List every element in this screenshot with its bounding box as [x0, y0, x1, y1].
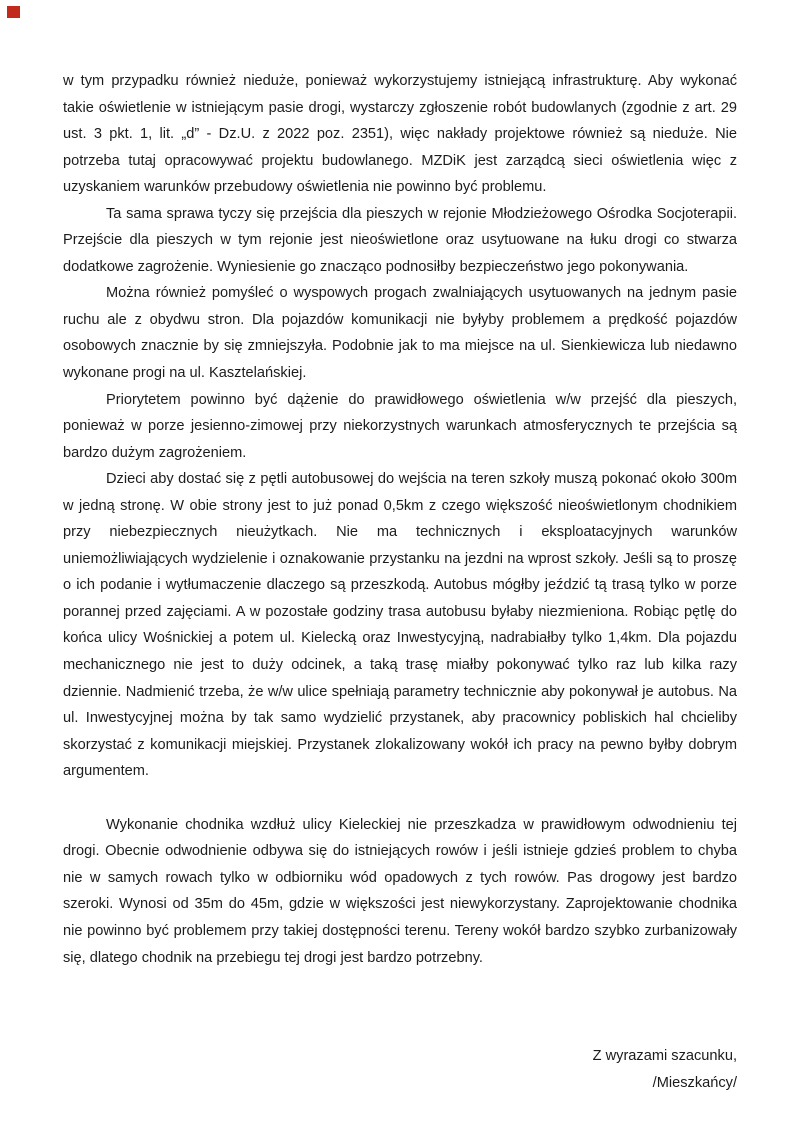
closing-block: [63, 1043, 737, 1096]
closing-salutation: Z wyrazami szacunku,: [592, 1048, 737, 1065]
body-paragraph: w tym przypadku również nieduże, ponieważ wykorzystujemy istniejącą infrastrukturę. Aby wykonać takie oświetlenie w istniejącym pasie drogi, wystarczy zgłoszenie robót budowlanych (zgodnie z art. 29 ust. 3 pkt. 1, lit. „d” - Dz.U. z 2022 poz. 2351), więc nakłady projektowe również są nieduże. Nie potrzeba tutaj opracowywać projektu budowlanego. MZDiK jest zarządcą sieci oświetlenia więc z uzyskaniem warunków przebudowy oświetlenia nie powinno być problemu.: [63, 73, 737, 196]
closing-signature: /Mieszkańcy/: [652, 1074, 737, 1091]
body-paragraph: Wykonanie chodnika wzdłuż ulicy Kieleckiej nie przeszkadza w prawidłowym odwodnieniu tej drogi. Obecnie odwodnienie odbywa się do istniejących rowów i jeśli istnieje gdzieś problem to chyba nie w samych rowach tylko w odbiorniku wód opadowych z tych rowów. Pas drogowy jest bardzo szeroki. Wynosi od 35m do 45m, gdzie w większości jest niewykorzystany. Zaprojektowanie chodnika nie powinno być problemem przy takiej dostępności terenu. Tereny wokół bardzo szybko zurbanizowały się, dlatego chodnik na przebiegu tej drogi jest bardzo potrzebny.: [63, 816, 737, 966]
body-paragraph: Można również pomyśleć o wyspowych progach zwalniających usytuowanych na jednym pasie ruchu ale z obydwu stron. Dla pojazdów komunikacji nie byłyby problemem a prędkość pojazdów osobowych znacznie by się zmniejszyła. Podobnie jak to ma miejsce na ul. Sienkiewicza lub niedawno wykonane progi na ul. Kasztelańskiej.: [63, 285, 737, 382]
letter-body: [63, 68, 737, 971]
red-corner-marker: [7, 6, 20, 18]
body-paragraph: Dzieci aby dostać się z pętli autobusowej do wejścia na teren szkoły muszą pokonać około 300m w jedną stronę. W obie strony jest to już ponad 0,5km z czego większość nieoświetlonym chodnikiem przy niebezpiecznych nieużytkach. Nie ma technicznych i eksploatacyjnych warunków uniemożliwiających wydzielenie i oznakowanie przystanku na jezdni na wprost szkoły. Jeśli są to proszę o ich podanie i wytłumaczenie dlaczego są przeszkodą. Autobus mógłby jeździć tą trasą tylko w porze porannej przed zajęciami. A w pozostałe godziny trasa autobusu byłaby niezmieniona. Robiąc pętlę do końca ulicy Wośnickiej a potem ul. Kielecką oraz Inwestycyjną, nadrabiałby tylko 1,4km. Dla pojazdu mechanicznego nie jest to duży odcinek, a taką trasę miałby pokonywać tylko raz lub kilka razy dziennie. Nadmienić trzeba, że w/w ulice spełniają parametry technicznie aby pokonywał je autobus. Na ul. Inwestycyjnej można by tak samo wydzielić przystanek, aby pracownicy pobliskich hal chcieliby skorzystać z komunikacji miejskiej. Przystanek zlokalizowany wokół ich pracy na pewno byłby dobrym argumentem.: [63, 471, 737, 780]
body-paragraph: Priorytetem powinno być dążenie do prawidłowego oświetlenia w/w przejść dla pieszych, ponieważ w porze jesienno-zimowej przy niekorzystnych warunkach atmosferycznych te przejścia są bardzo dużym zagrożeniem.: [63, 391, 737, 461]
body-paragraph: Ta sama sprawa tyczy się przejścia dla pieszych w rejonie Młodzieżowego Ośrodka Socjoterapii. Przejście dla pieszych w tym rejonie jest nieoświetlone oraz usytuowane na łuku drogi co stwarza dodatkowe zagrożenie. Wyniesienie go znacząco podnosiłby bezpieczeństwo jego pokonywania.: [63, 205, 737, 275]
